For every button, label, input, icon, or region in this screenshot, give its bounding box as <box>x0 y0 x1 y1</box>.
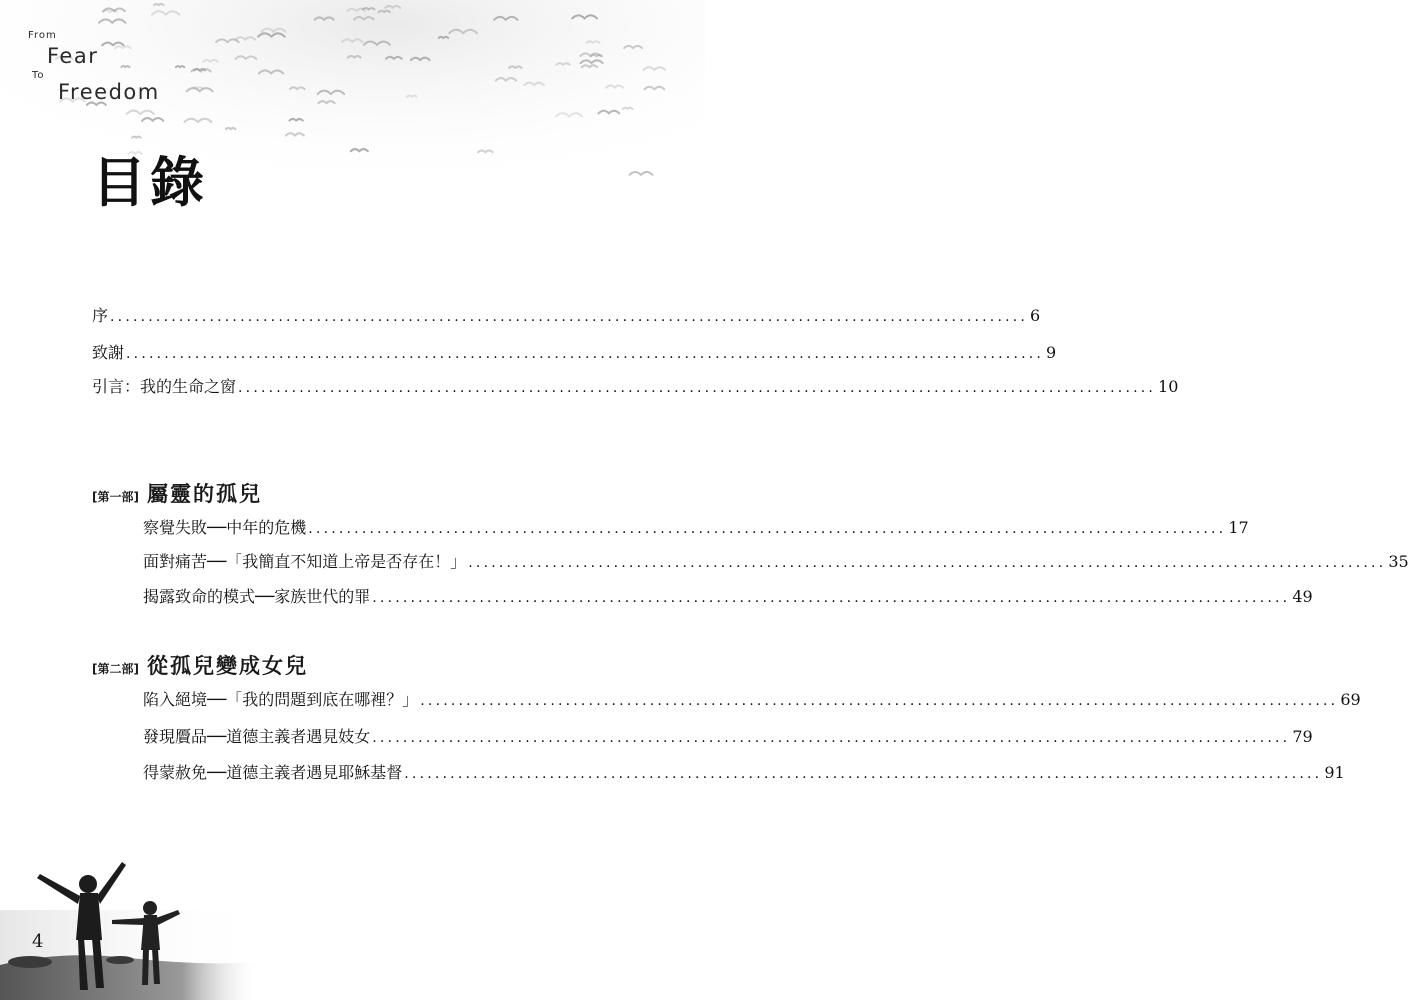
toc-entry-page: 10 <box>1158 377 1179 396</box>
bird-shape <box>407 96 417 97</box>
toc-leader-dots: ........................................................................................................................ <box>308 521 1227 537</box>
toc-entry-page: 69 <box>1340 690 1361 709</box>
toc-leader-dots: ........................................................................................................................ <box>404 766 1323 782</box>
toc-leader-dots: ........................................................................................................................ <box>468 555 1387 571</box>
brand-freedom: Freedom <box>58 80 160 104</box>
toc-chapter[interactable] <box>143 687 1361 710</box>
toc-chapter[interactable] <box>143 760 1345 783</box>
toc-entry-page: 35 <box>1388 552 1409 571</box>
page-number: 4 <box>32 931 44 952</box>
toc-leader-dots: ........................................................................................................................ <box>110 309 1029 325</box>
bird-shape <box>509 66 521 68</box>
toc-entry-page: 79 <box>1292 727 1313 746</box>
toc-chapter[interactable] <box>143 515 1249 538</box>
part-title: 從孤兒變成女兒 <box>146 654 308 678</box>
toc-leader-dots: ........................................................................................................................ <box>372 730 1291 746</box>
part-heading-2 <box>92 650 308 680</box>
brand-from: From <box>28 30 57 41</box>
children-silhouette-image <box>0 850 260 1000</box>
toc-entry-acknowledgements[interactable] <box>92 340 1057 363</box>
toc-chapter[interactable] <box>143 549 1409 572</box>
toc-entry-page: 6 <box>1030 306 1041 325</box>
bird-shape <box>194 69 205 70</box>
toc-entry-label: 序 <box>92 306 109 325</box>
toc-leader-dots: ........................................................................................................................ <box>238 380 1157 396</box>
toc-entry-label: 致謝 <box>92 343 125 362</box>
page-title: 目錄 <box>92 151 208 214</box>
toc-entry-label: 面對痛苦──「我簡直不知道上帝是否存在！」 <box>143 552 467 571</box>
toc-leader-dots: ........................................................................................................................ <box>420 693 1339 709</box>
toc-entry-preface[interactable] <box>92 303 1041 326</box>
toc-leader-dots: ........................................................................................................................ <box>126 346 1045 362</box>
toc-entry-page: 17 <box>1228 518 1249 537</box>
toc-entry-page: 49 <box>1292 587 1313 606</box>
part-title: 屬靈的孤兒 <box>146 482 262 506</box>
toc-entry-label: 得蒙赦免──道德主義者遇見耶穌基督 <box>143 763 403 782</box>
toc-chapter[interactable] <box>143 724 1313 747</box>
bird-shape <box>379 11 390 12</box>
toc-entry-page: 9 <box>1046 343 1057 362</box>
part-tag: [第一部] <box>92 490 139 504</box>
toc-entry-label: 引言：我的生命之窗 <box>92 377 237 396</box>
bird-shape <box>132 137 141 138</box>
toc-entry-label: 發現贗品──道德主義者遇見妓女 <box>143 727 371 746</box>
toc-leader-dots: ........................................................................................................................ <box>372 590 1291 606</box>
part-tag: [第二部] <box>92 662 139 676</box>
bird-shape <box>363 8 375 9</box>
bird-shape <box>121 66 129 67</box>
bird-shape <box>176 66 184 67</box>
bird-shape <box>591 55 602 56</box>
part-heading-1 <box>92 478 262 508</box>
toc-entry-label: 陷入絕境──「我的問題到底在哪裡？」 <box>143 690 419 709</box>
toc-entry-page: 91 <box>1324 763 1345 782</box>
toc-chapter[interactable] <box>143 584 1313 607</box>
bird-shape <box>226 128 236 129</box>
brand-to: To <box>32 70 45 81</box>
toc-entry-label: 察覺失敗──中年的危機 <box>143 518 307 537</box>
toc-entry-introduction[interactable] <box>92 374 1179 397</box>
bird-shape <box>154 4 164 5</box>
toc-entry-label: 揭露致命的模式──家族世代的罪 <box>143 587 371 606</box>
brand-fear: Fear <box>47 44 99 68</box>
bird-shape <box>439 37 449 38</box>
bird-shape <box>623 108 633 109</box>
